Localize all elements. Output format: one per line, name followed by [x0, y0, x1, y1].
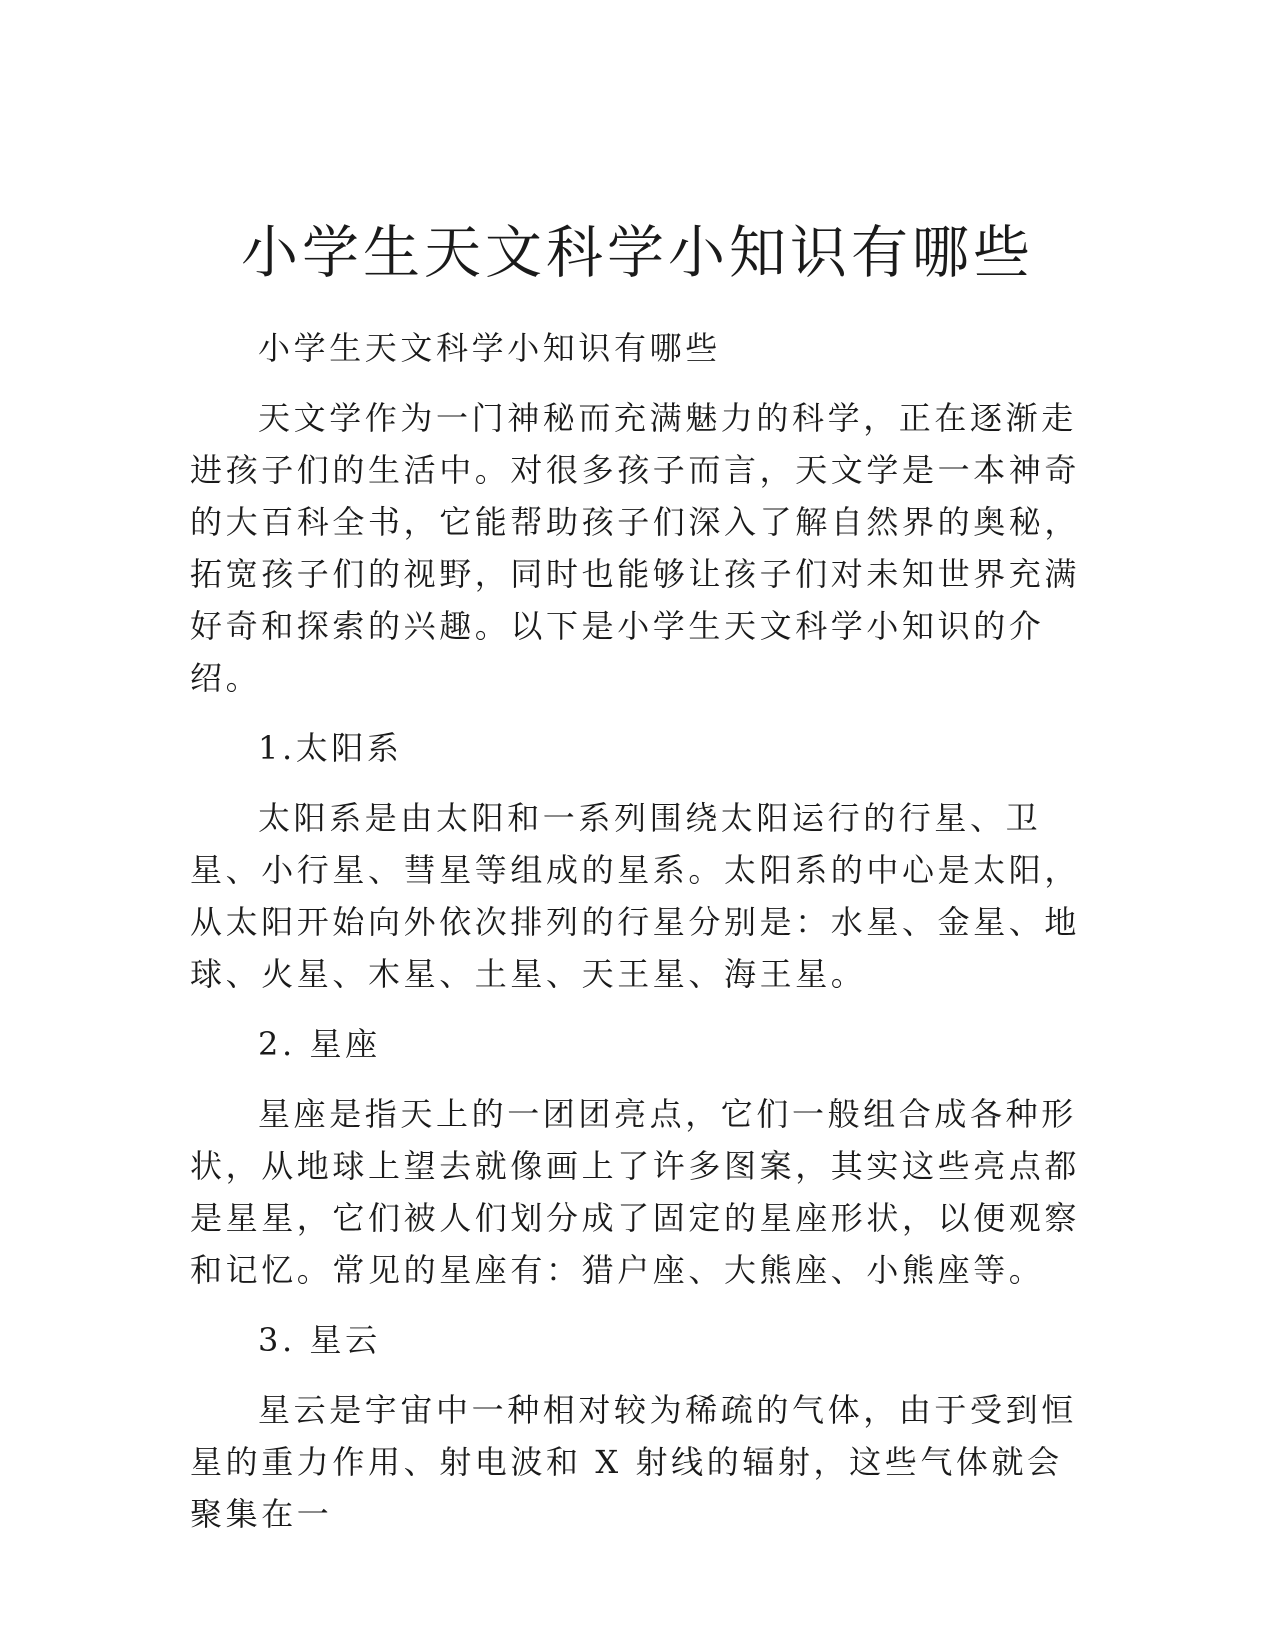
section-body-solar-system: 太阳系是由太阳和一系列围绕太阳运行的行星、卫星、小行星、彗星等组成的星系。太阳系的中心是太阳，从太阳开始向外依次排列的行星分别是：水星、金星、地球、火星、木星、土星、天王星、海王星。 — [190, 799, 1081, 993]
section-heading-constellations: 2. 星座 — [258, 1025, 381, 1063]
section-body-nebula: 星云是宇宙中一种相对较为稀疏的气体，由于受到恒星的重力作用、射电波和 X 射线的辐射，这些气体就会聚集在一 — [190, 1391, 1077, 1533]
document-body — [190, 322, 1085, 1558]
document-title: 小学生天文科学小知识有哪些 — [241, 220, 1034, 286]
intro-paragraph: 天文学作为一门神秘而充满魅力的科学，正在逐渐走进孩子们的生活中。对很多孩子而言，天文学是一本神奇的大百科全书，它能帮助孩子们深入了解自然界的奥秘，拓宽孩子们的视野，同时也能够让孩子们对未知世界充满好奇和探索的兴趣。以下是小学生天文科学小知识的介绍。 — [190, 399, 1081, 697]
section-body-constellations: 星座是指天上的一团团亮点，它们一般组合成各种形状，从地球上望去就像画上了许多图案，其实这些亮点都是星星，它们被人们划分成了固定的星座形状，以便观察和记忆。常见的星座有：猎户座、大熊座、小熊座等。 — [190, 1095, 1081, 1289]
section-heading-nebula: 3. 星云 — [258, 1321, 381, 1359]
subtitle-paragraph: 小学生天文科学小知识有哪些 — [258, 329, 721, 367]
section-heading-solar-system: 1.太阳系 — [258, 729, 403, 767]
